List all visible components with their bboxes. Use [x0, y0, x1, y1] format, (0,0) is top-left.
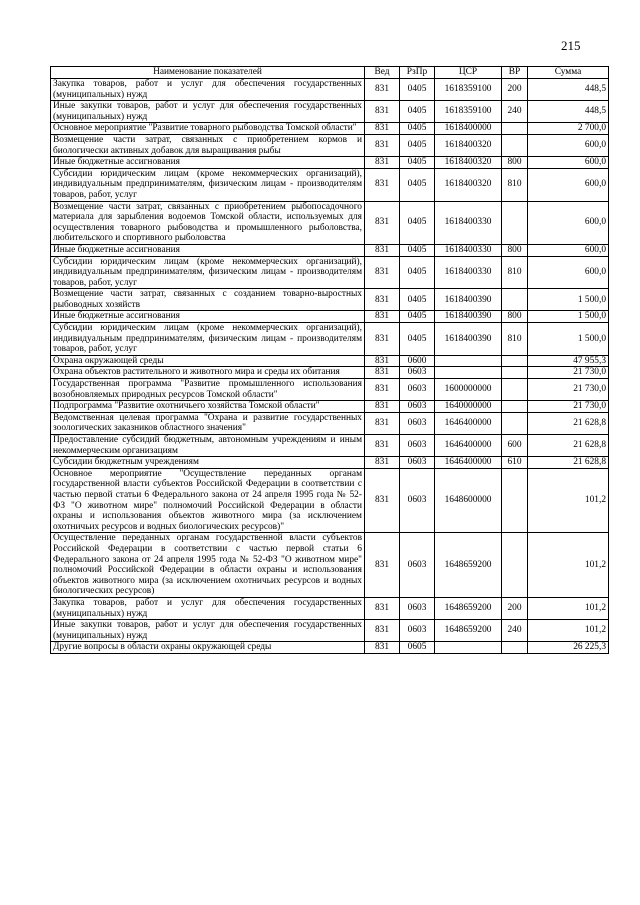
- row-sum: 21 628,8: [528, 412, 609, 434]
- table-row: [51, 289, 609, 311]
- row-rzpr: 0603: [400, 412, 435, 434]
- header-csr: ЦСР: [435, 67, 502, 79]
- row-sum: 600,0: [528, 134, 609, 156]
- table-row: [51, 311, 609, 323]
- row-csr: 1618400330: [435, 244, 502, 256]
- row-csr: 1618400330: [435, 256, 502, 289]
- table-row: [51, 323, 609, 356]
- row-sum: 101,2: [528, 597, 609, 619]
- row-ved: 831: [365, 256, 400, 289]
- table-row: [51, 101, 609, 123]
- row-ved: 831: [365, 412, 400, 434]
- row-sum: 21 628,8: [528, 457, 609, 469]
- row-csr: 1648600000: [435, 468, 502, 533]
- row-name: Предоставление субсидий бюджетным, автономным учреждениям и иным некоммерческим организациям: [51, 435, 365, 457]
- row-name: Основное мероприятие "Развитие товарного рыбоводства Томской области": [51, 123, 365, 135]
- row-vr: [502, 201, 528, 244]
- row-name: Осуществление переданных органам государственной власти субъектов Российской Федерации в соответствии с частью первой статьи 6 Федерального закона от 24 апреля 1995 года № 52-ФЗ "О животном мире" полномочий Российской Федерации в области охраны и использования объектов животного мира (за исключением охотничьих ресурсов и водных биологических ресурсов): [51, 533, 365, 598]
- row-csr: 1618400390: [435, 289, 502, 311]
- row-ved: 831: [365, 435, 400, 457]
- row-csr: 1600000000: [435, 379, 502, 401]
- row-rzpr: 0405: [400, 256, 435, 289]
- header-name: Наименование показателей: [51, 67, 365, 79]
- row-name: Субсидии юридическим лицам (кроме некоммерческих организаций), индивидуальным предпринимателям, физическим лицам - производителям товаров, работ, услуг: [51, 168, 365, 201]
- row-rzpr: 0603: [400, 379, 435, 401]
- row-name: Ведомственная целевая программа "Охрана и развитие государственных зоологических заказников областного значения": [51, 412, 365, 434]
- row-ved: 831: [365, 367, 400, 379]
- row-vr: [502, 289, 528, 311]
- row-ved: 831: [365, 620, 400, 642]
- row-sum: 21 730,0: [528, 401, 609, 413]
- row-csr: 1646400000: [435, 412, 502, 434]
- row-csr: 1618400320: [435, 157, 502, 169]
- table-row: [51, 157, 609, 169]
- row-name: Иные закупки товаров, работ и услуг для обеспечения государственных (муниципальных) нужд: [51, 620, 365, 642]
- row-vr: 800: [502, 244, 528, 256]
- row-vr: 240: [502, 101, 528, 123]
- row-vr: [502, 134, 528, 156]
- row-csr: 1618400390: [435, 311, 502, 323]
- row-ved: 831: [365, 101, 400, 123]
- row-vr: 800: [502, 311, 528, 323]
- row-sum: 101,2: [528, 533, 609, 598]
- table-row: [51, 597, 609, 619]
- table-row: [51, 123, 609, 135]
- row-ved: 831: [365, 134, 400, 156]
- row-ved: 831: [365, 201, 400, 244]
- row-ved: 831: [365, 457, 400, 469]
- row-rzpr: 0603: [400, 468, 435, 533]
- table-row: [51, 256, 609, 289]
- row-rzpr: 0603: [400, 533, 435, 598]
- row-name: Иные бюджетные ассигнования: [51, 157, 365, 169]
- row-ved: 831: [365, 401, 400, 413]
- row-rzpr: 0405: [400, 323, 435, 356]
- row-ved: 831: [365, 168, 400, 201]
- table-row: [51, 168, 609, 201]
- row-name: Государственная программа "Развитие промышленного использования возобновляемых природных ресурсов Томской области": [51, 379, 365, 401]
- row-vr: 200: [502, 597, 528, 619]
- row-sum: 21 730,0: [528, 367, 609, 379]
- row-vr: 810: [502, 323, 528, 356]
- row-sum: 1 500,0: [528, 311, 609, 323]
- row-csr: 1618359100: [435, 101, 502, 123]
- row-sum: 21 730,0: [528, 379, 609, 401]
- row-sum: 1 500,0: [528, 323, 609, 356]
- row-vr: [502, 468, 528, 533]
- row-sum: 600,0: [528, 201, 609, 244]
- header-rzpr: РзПр: [400, 67, 435, 79]
- row-vr: [502, 533, 528, 598]
- row-rzpr: 0405: [400, 157, 435, 169]
- row-csr: 1648659200: [435, 533, 502, 598]
- table-row: [51, 367, 609, 379]
- row-vr: [502, 401, 528, 413]
- row-name: Иные бюджетные ассигнования: [51, 244, 365, 256]
- budget-table: [50, 66, 609, 654]
- row-name: Охрана объектов растительного и животного мира и среды их обитания: [51, 367, 365, 379]
- row-csr: [435, 367, 502, 379]
- row-sum: 600,0: [528, 168, 609, 201]
- row-ved: 831: [365, 355, 400, 367]
- row-name: Закупка товаров, работ и услуг для обеспечения государственных (муниципальных) нужд: [51, 597, 365, 619]
- row-ved: 831: [365, 123, 400, 135]
- row-rzpr: 0405: [400, 123, 435, 135]
- row-ved: 831: [365, 311, 400, 323]
- row-csr: [435, 355, 502, 367]
- row-csr: 1618400320: [435, 168, 502, 201]
- row-rzpr: 0405: [400, 289, 435, 311]
- row-ved: 831: [365, 289, 400, 311]
- row-csr: 1648659200: [435, 597, 502, 619]
- row-name: Возмещение части затрат, связанных с созданием товарно-выростных рыбоводных хозяйств: [51, 289, 365, 311]
- row-name: Основное мероприятие "Осуществление переданных органам государственной власти субъектов Российской Федерации в соответствии с частью первой статьи 6 Федерального закона от 24 апреля 1995 года № 52-ФЗ "О животном мире" полномочий Российской Федерации в области охраны и использования объектов животного мира (за исключением охотничьих ресурсов и водных биологических ресурсов)": [51, 468, 365, 533]
- row-sum: 26 225,3: [528, 642, 609, 654]
- row-csr: 1618359100: [435, 79, 502, 101]
- row-name: Другие вопросы в области охраны окружающей среды: [51, 642, 365, 654]
- row-rzpr: 0405: [400, 168, 435, 201]
- row-sum: 448,5: [528, 79, 609, 101]
- row-csr: 1618400390: [435, 323, 502, 356]
- row-ved: 831: [365, 379, 400, 401]
- row-sum: 21 628,8: [528, 435, 609, 457]
- row-vr: [502, 642, 528, 654]
- header-vr: ВР: [502, 67, 528, 79]
- row-name: Охрана окружающей среды: [51, 355, 365, 367]
- row-name: Иные закупки товаров, работ и услуг для обеспечения государственных (муниципальных) нужд: [51, 101, 365, 123]
- row-rzpr: 0603: [400, 597, 435, 619]
- table-row: [51, 79, 609, 101]
- row-ved: 831: [365, 323, 400, 356]
- row-rzpr: 0405: [400, 311, 435, 323]
- row-vr: [502, 123, 528, 135]
- row-rzpr: 0405: [400, 244, 435, 256]
- row-name: Закупка товаров, работ и услуг для обеспечения государственных (муниципальных) нужд: [51, 79, 365, 101]
- row-sum: 1 500,0: [528, 289, 609, 311]
- row-ved: 831: [365, 157, 400, 169]
- row-rzpr: 0603: [400, 401, 435, 413]
- row-csr: 1646400000: [435, 457, 502, 469]
- header-sum: Сумма: [528, 67, 609, 79]
- table-row: [51, 401, 609, 413]
- row-rzpr: 0603: [400, 620, 435, 642]
- row-rzpr: 0605: [400, 642, 435, 654]
- row-name: Подпрограмма "Развитие охотничьего хозяйства Томской области": [51, 401, 365, 413]
- row-csr: [435, 642, 502, 654]
- row-sum: 448,5: [528, 101, 609, 123]
- page-number: 215: [561, 38, 581, 53]
- table-row: [51, 201, 609, 244]
- row-ved: 831: [365, 597, 400, 619]
- table-row: [51, 533, 609, 598]
- row-vr: 810: [502, 168, 528, 201]
- row-name: Возмещение части затрат, связанных с приобретением кормов и биологически активных добавок для выращивания рыбы: [51, 134, 365, 156]
- row-vr: [502, 379, 528, 401]
- row-rzpr: 0405: [400, 134, 435, 156]
- row-csr: 1618400000: [435, 123, 502, 135]
- row-sum: 600,0: [528, 256, 609, 289]
- row-ved: 831: [365, 468, 400, 533]
- row-rzpr: 0600: [400, 355, 435, 367]
- row-rzpr: 0603: [400, 367, 435, 379]
- row-name: Иные бюджетные ассигнования: [51, 311, 365, 323]
- table-row: [51, 457, 609, 469]
- table-row: [51, 642, 609, 654]
- row-ved: 831: [365, 533, 400, 598]
- row-sum: 600,0: [528, 157, 609, 169]
- row-ved: 831: [365, 244, 400, 256]
- table-header-row: [51, 67, 609, 79]
- row-sum: 101,2: [528, 468, 609, 533]
- row-csr: 1618400320: [435, 134, 502, 156]
- row-vr: [502, 412, 528, 434]
- row-vr: 800: [502, 157, 528, 169]
- row-rzpr: 0405: [400, 101, 435, 123]
- row-sum: 600,0: [528, 244, 609, 256]
- row-sum: 47 955,3: [528, 355, 609, 367]
- row-name: Возмещение части затрат, связанных с приобретением рыбопосадочного материала для зарыбления водоемов Томской области, используемых для осуществления товарного рыбоводства и промышленного рыболовства, любительского и спортивного рыболовства: [51, 201, 365, 244]
- table-row: [51, 412, 609, 434]
- row-vr: 810: [502, 256, 528, 289]
- table-row: [51, 134, 609, 156]
- row-sum: 2 700,0: [528, 123, 609, 135]
- table-row: [51, 244, 609, 256]
- row-csr: 1640000000: [435, 401, 502, 413]
- row-rzpr: 0405: [400, 79, 435, 101]
- row-sum: 101,2: [528, 620, 609, 642]
- row-name: Субсидии юридическим лицам (кроме некоммерческих организаций), индивидуальным предпринимателям, физическим лицам - производителям товаров, работ, услуг: [51, 323, 365, 356]
- table-row: [51, 468, 609, 533]
- row-ved: 831: [365, 79, 400, 101]
- row-vr: [502, 355, 528, 367]
- row-vr: 600: [502, 435, 528, 457]
- row-rzpr: 0603: [400, 457, 435, 469]
- row-vr: 610: [502, 457, 528, 469]
- table-row: [51, 355, 609, 367]
- table-row: [51, 620, 609, 642]
- row-rzpr: 0405: [400, 201, 435, 244]
- row-name: Субсидии бюджетным учреждениям: [51, 457, 365, 469]
- table-row: [51, 379, 609, 401]
- row-csr: 1618400330: [435, 201, 502, 244]
- row-name: Субсидии юридическим лицам (кроме некоммерческих организаций), индивидуальным предпринимателям, физическим лицам - производителям товаров, работ, услуг: [51, 256, 365, 289]
- table-row: [51, 435, 609, 457]
- row-rzpr: 0603: [400, 435, 435, 457]
- row-vr: [502, 367, 528, 379]
- row-csr: 1648659200: [435, 620, 502, 642]
- row-vr: 200: [502, 79, 528, 101]
- header-ved: Вед: [365, 67, 400, 79]
- row-vr: 240: [502, 620, 528, 642]
- row-ved: 831: [365, 642, 400, 654]
- row-csr: 1646400000: [435, 435, 502, 457]
